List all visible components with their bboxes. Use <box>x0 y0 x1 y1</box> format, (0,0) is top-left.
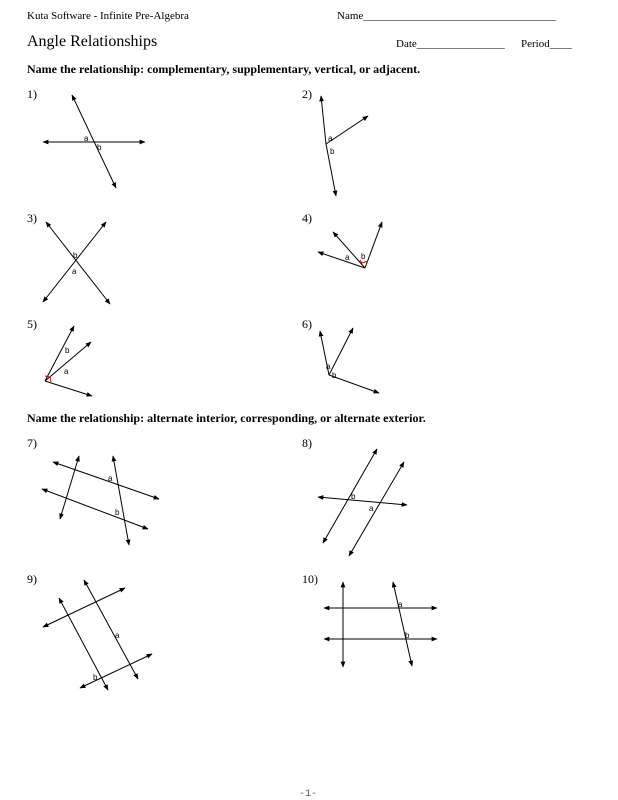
angle-label-a: a <box>398 600 403 609</box>
line <box>46 222 110 304</box>
ray <box>329 328 353 375</box>
angle-label-b: b <box>351 492 356 501</box>
problem-2-diagram <box>321 96 368 196</box>
angle-label-a: a <box>64 367 69 376</box>
line <box>43 222 106 302</box>
angle-label-a: a <box>72 267 77 276</box>
problem-10-number: 10) <box>302 572 318 586</box>
problem-8-number: 8) <box>302 436 312 450</box>
problem-6-diagram <box>320 328 379 393</box>
line <box>53 462 159 499</box>
line <box>113 456 129 545</box>
problem-4-diagram <box>318 222 382 268</box>
angle-label-a: a <box>369 504 374 513</box>
angle-label-b: b <box>115 508 120 517</box>
problem-9-diagram <box>43 580 152 690</box>
problem-8-diagram <box>318 449 407 556</box>
page-number: -1- <box>299 789 318 800</box>
angle-label-b: b <box>97 143 102 152</box>
angle-label-a: a <box>108 474 113 483</box>
angle-label-b: b <box>405 631 410 640</box>
problem-1-diagram <box>43 95 145 188</box>
page-title: Angle Relationships <box>27 33 158 50</box>
angle-label-a: a <box>115 631 120 640</box>
problem-4-number: 4) <box>302 211 312 225</box>
problem-2-number: 2) <box>302 87 312 101</box>
period-field-label: Period____ <box>521 38 572 50</box>
problem-1-number: 1) <box>27 87 37 101</box>
publisher-text: Kuta Software - Infinite Pre-Algebra <box>27 10 189 22</box>
problem-5-diagram <box>45 326 92 396</box>
problem-10-diagram <box>324 582 437 667</box>
line <box>59 598 108 690</box>
angle-label-b: b <box>361 252 366 261</box>
angle-label-a: a <box>84 134 89 143</box>
section-1-instruction: Name the relationship: complementary, supplementary, vertical, or adjacent. <box>27 62 421 76</box>
name-field-label: Name___________________________________ <box>337 10 556 22</box>
problem-7-diagram <box>42 456 159 545</box>
problem-9-number: 9) <box>27 572 37 586</box>
line <box>393 582 412 666</box>
problem-5-number: 5) <box>27 317 37 331</box>
angle-label-a: a <box>345 253 350 262</box>
ray <box>45 326 74 381</box>
line <box>318 497 407 505</box>
problem-3-number: 3) <box>27 211 37 225</box>
angle-label-b: b <box>65 346 70 355</box>
problem-6-number: 6) <box>302 317 312 331</box>
line <box>323 449 377 543</box>
ray <box>45 381 92 396</box>
ray <box>321 96 326 144</box>
problem-7-number: 7) <box>27 436 37 450</box>
section-2-instruction: Name the relationship: alternate interior, corresponding, or alternate exterior. <box>27 411 426 425</box>
angle-label-b: b <box>93 673 98 682</box>
angle-label-b: b <box>73 251 78 260</box>
problem-3-diagram <box>43 222 110 304</box>
angle-label-b: b <box>332 371 337 380</box>
date-field-label: Date________________ <box>396 38 505 50</box>
line <box>349 462 404 556</box>
angle-label-b: b <box>330 147 335 156</box>
line <box>43 588 125 627</box>
angle-label-a: a <box>328 134 333 143</box>
angle-label-a: a <box>326 362 331 371</box>
line <box>42 489 148 529</box>
line <box>80 654 152 688</box>
ray <box>329 375 379 393</box>
